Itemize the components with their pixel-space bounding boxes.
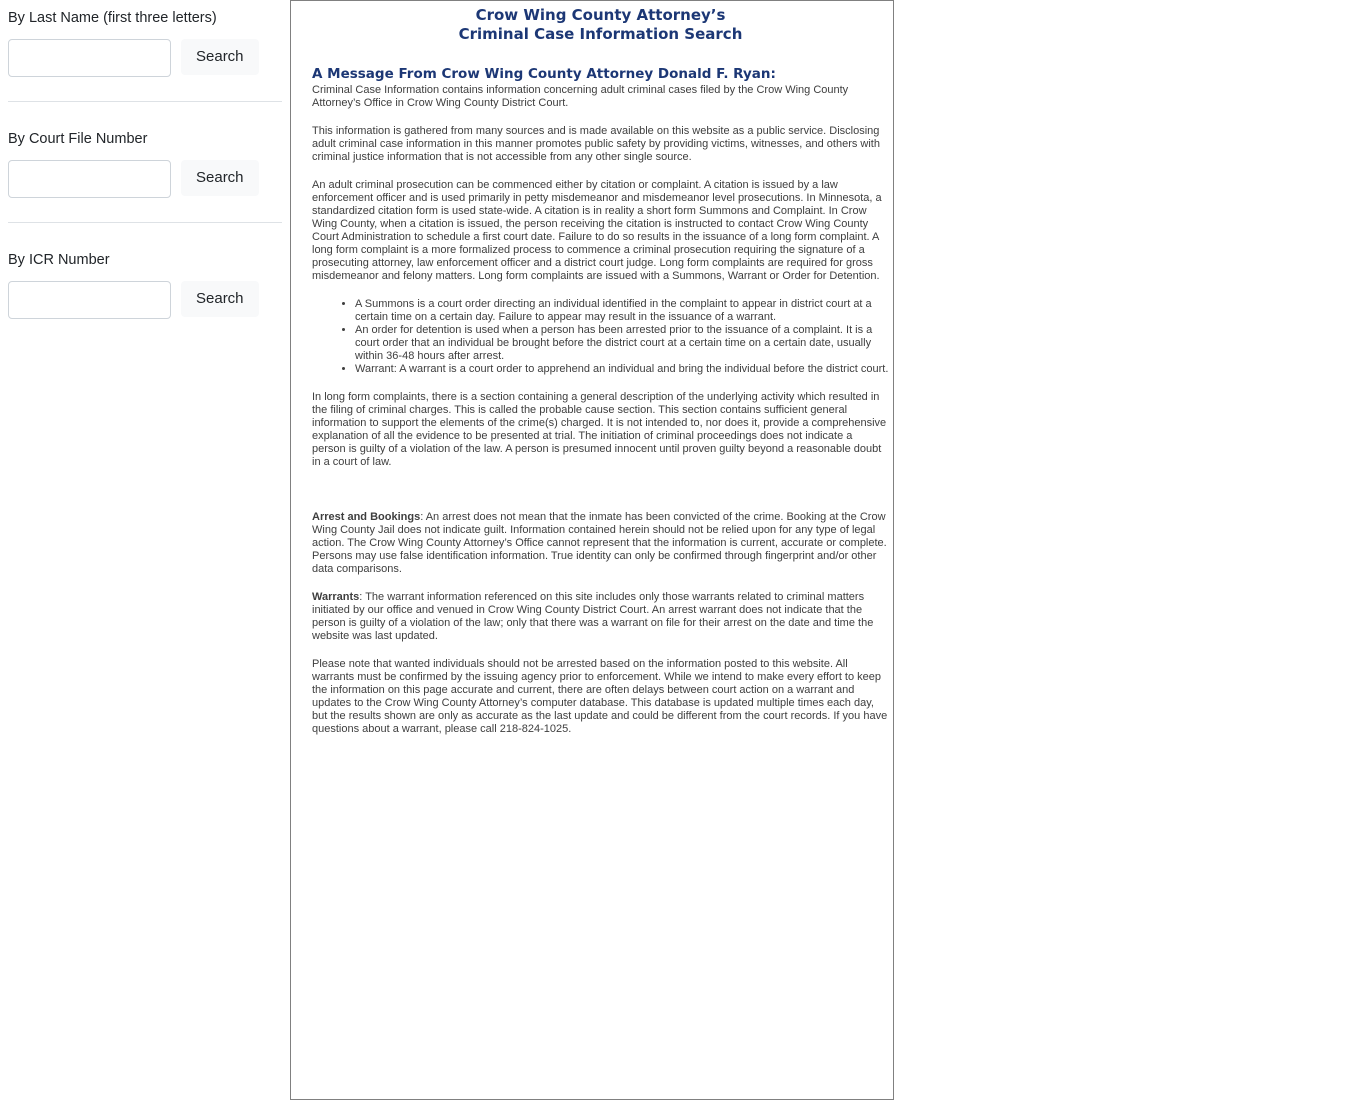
sidebar-divider <box>8 101 282 102</box>
warrants-text: : The warrant information referenced on this site includes only those warrants related to criminal matters initiated by our office and venued in Crow Wing County District Court. An arrest warrant does not indicate that the person is guilty of a violation of the law; only that there was a warrant on file for their arrest on the date and time the website was last updated. <box>312 591 874 642</box>
last-name-input[interactable] <box>8 39 171 77</box>
arrest-bookings-label: Arrest and Bookings <box>312 511 421 523</box>
search-sidebar <box>0 0 290 319</box>
court-file-label: By Court File Number <box>8 131 148 147</box>
main-content-panel <box>290 0 894 1100</box>
list-item-summons: • A Summons is a court order directing an individual identified in the complaint to appear in district court at a certain time on a certain day. Failure to appear may result in the issuance of a warrant. <box>355 298 889 324</box>
last-name-search-button[interactable]: Search <box>181 39 259 75</box>
list-item-warrant: • Warrant: A warrant is a court order to apprehend an individual and bring the individual before the district court. <box>355 363 889 376</box>
paragraph-please-note: Please note that wanted individuals should not be arrested based on the information posted to this website. All warrants must be confirmed by the issuing agency prior to enforcement. While we intend to make every effort to keep the information on this page accurate and current, there are often delays between court action on a warrant and updates to the Crow Wing County Attorney’s computer database. This database is updated multiple times each day, but the results shown are only as accurate as the last update and could be different from the court records. If you have questions about a warrant, please call 218-824-1025. <box>312 658 888 735</box>
search-section-icr <box>8 251 282 319</box>
search-section-last-name <box>8 9 282 77</box>
last-name-row <box>8 39 282 77</box>
paragraph-prosecution: An adult criminal prosecution can be commenced either by citation or complaint. A citation is issued by a law enforcement officer and is used primarily in petty misdemeanor and misdemeanor level prosecutions. In Minnesota, a standardized citation form is used state-wide. A citation is in reality a short form Summons and Complaint. In Crow Wing County, when a citation is issued, the person receiving the citation is instructed to contact Crow Wing County Court Administration to schedule a first court date. Failure to do so results in the issuance of a long form complaint. A long form complaint is a more formalized process to commence a criminal prosecution requiring the signature of a prosecuting attorney, law enforcement officer and a district court judge. Long form complaints are required for gross misdemeanor and felony matters. Long form complaints are issued with a Summons, Warrant or Order for Detention. <box>312 179 882 282</box>
page-title-line2: Criminal Case Information Search <box>458 25 743 43</box>
last-name-label: By Last Name (first three letters) <box>8 10 217 26</box>
paragraph-public-service: This information is gathered from many sources and is made available on this website as a public service. Disclosing adult criminal case information in this manner promotes public safety by providing victims, witnesses, and others with criminal justice information that is not accessible from any other single source. <box>312 125 880 163</box>
court-file-row <box>8 160 282 198</box>
arrest-bookings-text: : An arrest does not mean that the inmate has been convicted of the crime. Booking at the Crow Wing County Jail does not indicate guilt. Information contained herein should not be relied upon for any type of legal action. The Crow Wing County Attorney’s Office cannot represent that the information is current, accurate or complete. Persons may use false identification information. True identity can only be confirmed through fingerprint and/or other data comparisons. <box>312 511 887 575</box>
paragraph-intro: Criminal Case Information contains information concerning adult criminal cases filed by the Crow Wing County Attorney’s Office in Crow Wing County District Court. <box>312 84 849 109</box>
icr-label: By ICR Number <box>8 252 110 268</box>
court-file-search-button[interactable]: Search <box>181 160 259 196</box>
warrants-label: Warrants <box>312 591 360 603</box>
order-types-list <box>312 298 889 376</box>
paragraph-arrest-bookings <box>312 511 889 576</box>
court-file-input[interactable] <box>8 160 171 198</box>
sidebar-divider <box>8 222 282 223</box>
paragraph-warrants <box>312 591 889 643</box>
page-title <box>312 6 889 44</box>
icr-search-button[interactable]: Search <box>181 281 259 317</box>
search-section-court-file <box>8 130 282 198</box>
list-item-order-for-detention: • An order for detention is used when a person has been arrested prior to the issuance of a complaint. It is a court order that an individual be brought before the district court at a certain time on a certain date, usually within 36-48 hours after arrest. <box>355 324 889 363</box>
paragraph-long-form: In long form complaints, there is a section containing a general description of the underlying activity which resulted in the filing of criminal charges. This is called the probable cause section. This section contains sufficient general information to support the elements of the crime(s) charged. It is not intended to, nor does it, provide a comprehensive explanation of all the evidence to be presented at trial. The initiation of criminal proceedings does not indicate a person is guilty of a violation of the law. A person is presumed innocent until proven guilty beyond a reasonable doubt in a court of law. <box>312 391 887 468</box>
icr-row <box>8 281 282 319</box>
message-heading: A Message From Crow Wing County Attorney Donald F. Ryan: <box>312 66 776 82</box>
message-body <box>312 84 889 736</box>
page-title-line1: Crow Wing County Attorney’s <box>475 6 726 24</box>
icr-input[interactable] <box>8 281 171 319</box>
